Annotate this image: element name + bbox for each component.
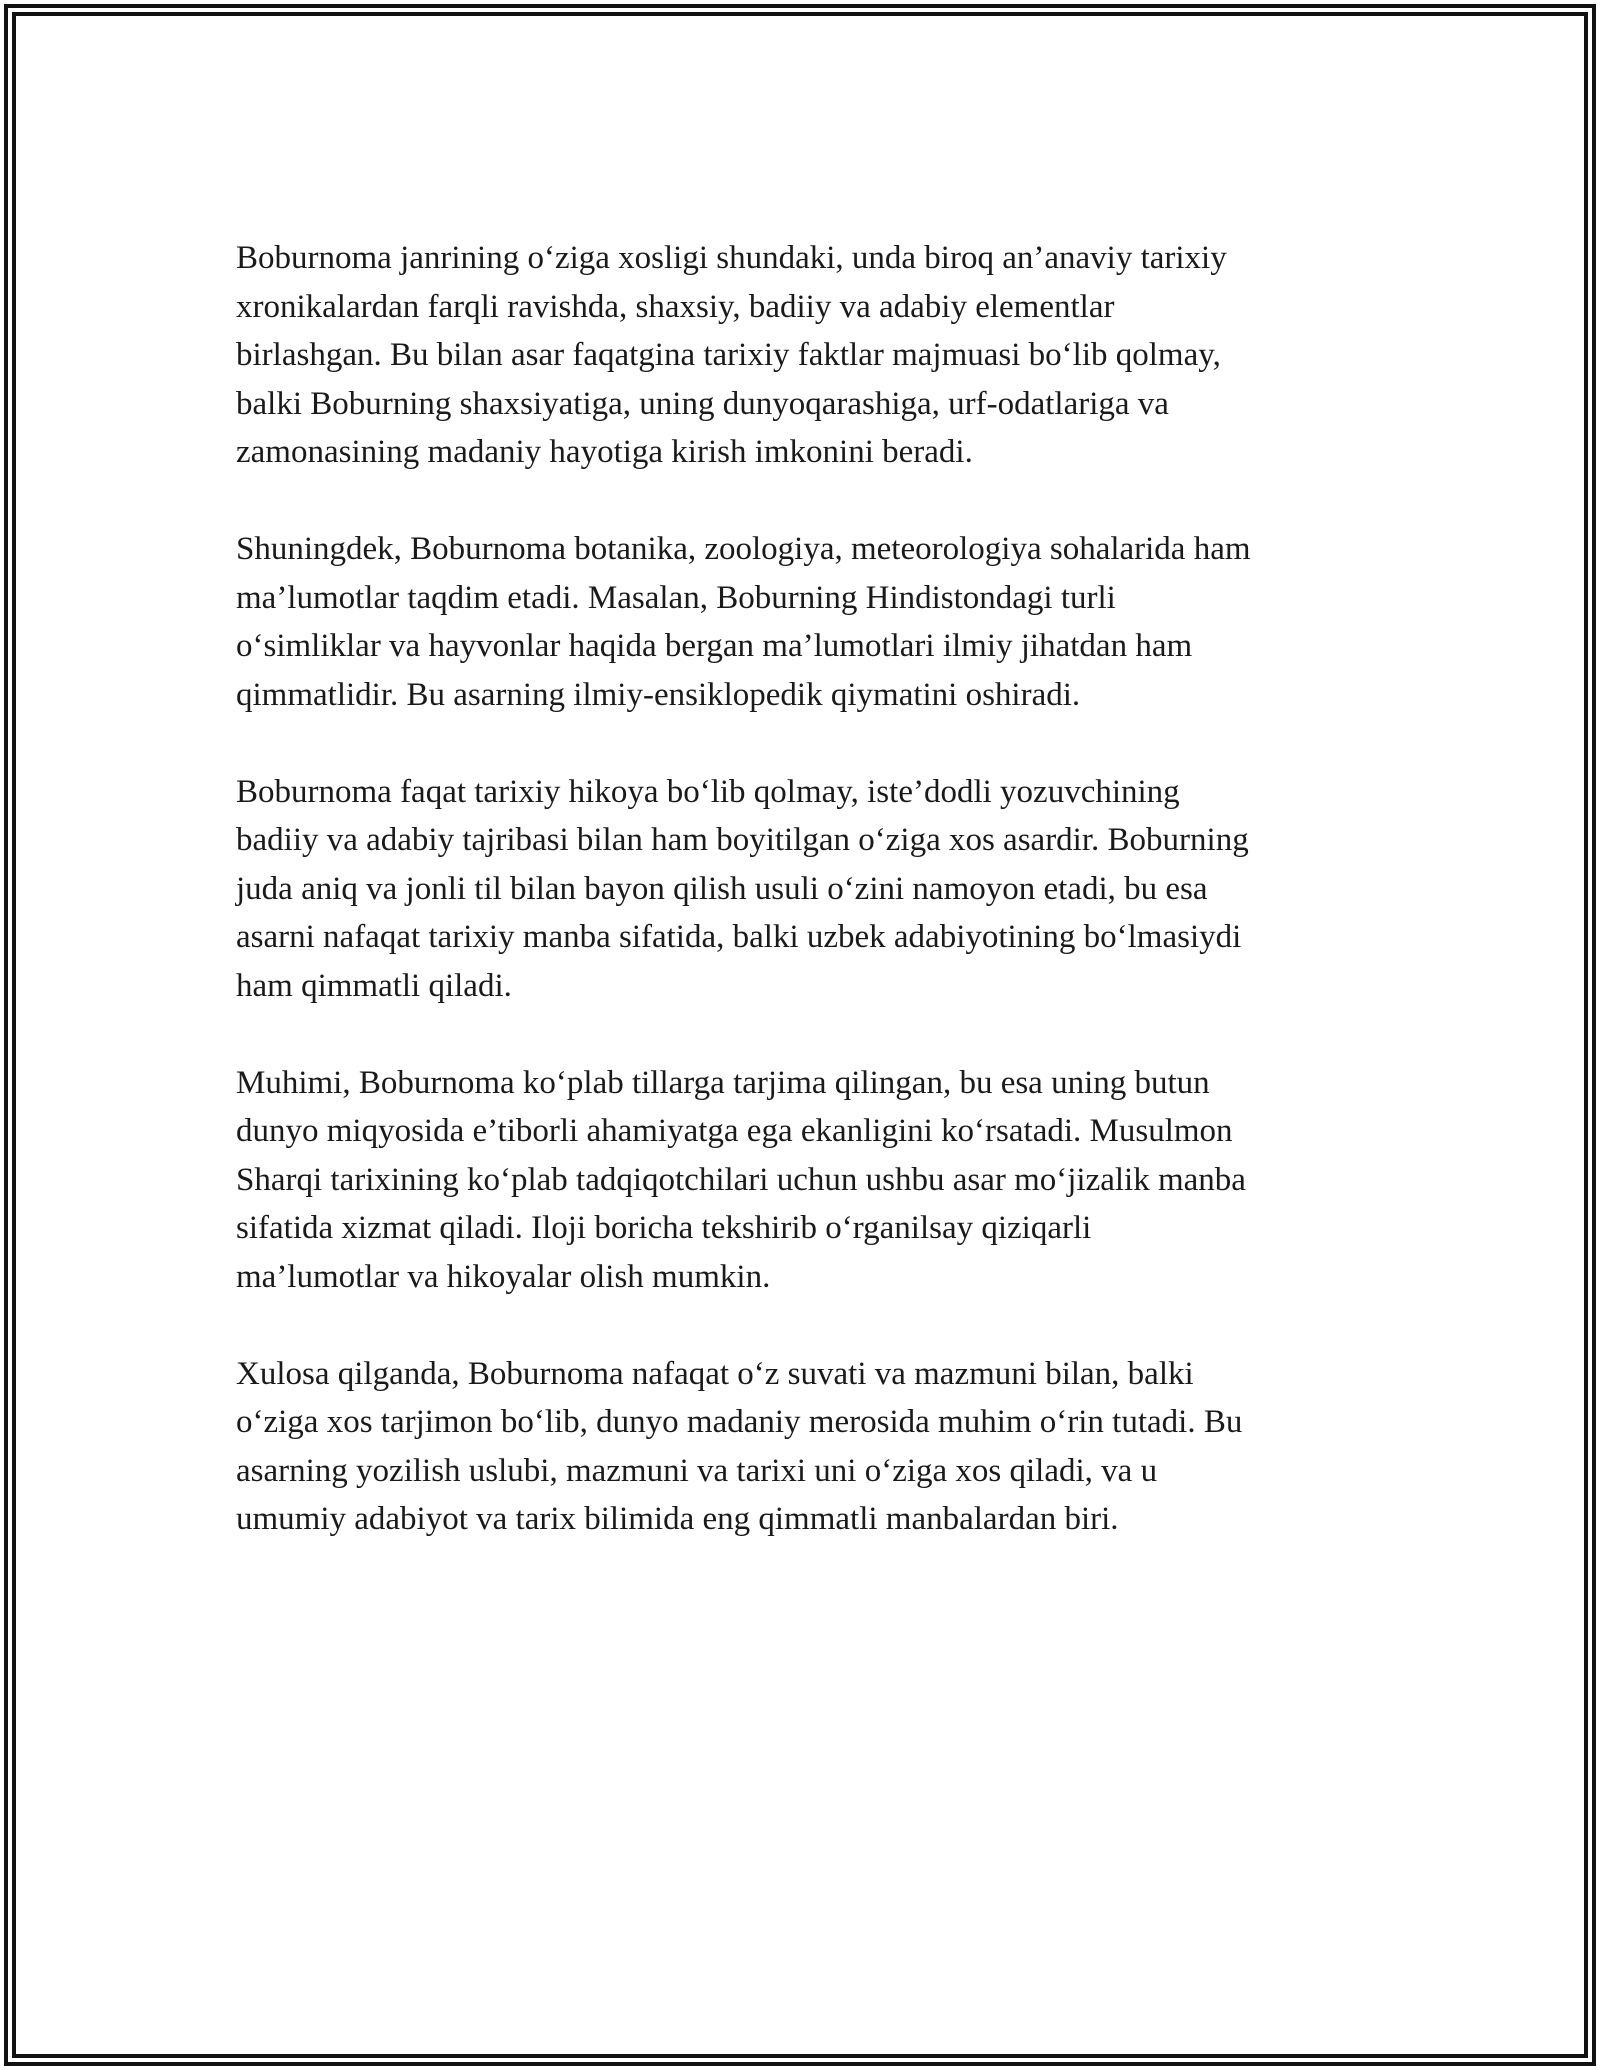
paragraph-line: ma’lumotlar taqdim etadi. Masalan, Boburning Hindistondagi turli (236, 579, 1116, 616)
paragraph-line: badiiy va adabiy tajribasi bilan ham boyitilgan o‘ziga xos asardir. Boburning (236, 822, 1249, 858)
paragraph-2 (236, 525, 1386, 719)
paragraph-line: Muhimi, Boburnoma ko‘plab tillarga tarjima qilingan, bu esa uning butun (236, 1064, 1210, 1101)
paragraph-line: umumiy adabiyot va tarix bilimida eng qimmatli manbalardan biri. (236, 1501, 1119, 1537)
paragraph-line: zamonasining madaniy hayotiga kirish imkonini beradi. (236, 434, 973, 470)
paragraph-line: asarning yozilish uslubi, mazmuni va tarixi uni o‘ziga xos qiladi, va u (236, 1452, 1158, 1489)
paragraph-line: o‘ziga xos tarjimon bo‘lib, dunyo madaniy merosida muhim o‘rin tutadi. Bu (236, 1404, 1243, 1440)
paragraph-line: Boburnoma janrining o‘ziga xosligi shundaki, unda biroq an’anaviy tarixiy (236, 240, 1227, 276)
paragraph-line: birlashgan. Bu bilan asar faqatgina tarixiy faktlar majmuasi bo‘lib qolmay, (236, 337, 1221, 373)
paragraph-line: Sharqi tarixining ko‘plab tadqiqotchilari uchun ushbu asar mo‘jizalik manba (236, 1161, 1246, 1198)
paragraph-line: ma’lumotlar va hikoyalar olish mumkin. (236, 1258, 771, 1295)
paragraph-line: qimmatlidir. Bu asarning ilmiy-ensiklopedik qiymatini oshiradi. (236, 676, 1081, 713)
paragraph-line: balki Boburning shaxsiyatiga, uning dunyoqarashiga, urf-odatlariga va (236, 385, 1169, 422)
paragraph-line: juda aniq va jonli til bilan bayon qilish usuli o‘zini namoyon etadi, bu esa (236, 870, 1208, 907)
paragraph-5 (236, 1350, 1386, 1544)
paragraph-line: xronikalardan farqli ravishda, shaxsiy, badiiy va adabiy elementlar (236, 288, 1115, 325)
paragraph-3 (236, 768, 1386, 1011)
paragraph-4 (236, 1059, 1386, 1302)
paragraph-line: Shuningdek, Boburnoma botanika, zoologiya, meteorologiya sohalarida ham (236, 531, 1251, 567)
paragraph-line: Xulosa qilganda, Boburnoma nafaqat o‘z suvati va mazmuni bilan, balki (236, 1355, 1194, 1392)
paragraph-line: Boburnoma faqat tarixiy hikoya bo‘lib qolmay, iste’dodli yozuvchining (236, 773, 1180, 810)
paragraph-line: sifatida xizmat qiladi. Iloji boricha tekshirib o‘rganilsay qiziqarli (236, 1210, 1092, 1246)
paragraph-line: ham qimmatli qiladi. (236, 967, 512, 1004)
paragraph-1 (236, 234, 1386, 477)
paragraph-line: asarni nafaqat tarixiy manba sifatida, balki uzbek adabiyotining bo‘lmasiydi (236, 919, 1242, 955)
paragraph-line: o‘simliklar va hayvonlar haqida bergan ma’lumotlari ilmiy jihatdan ham (236, 628, 1193, 664)
paragraph-line: dunyo miqyosida e’tiborli ahamiyatga ega ekanligini ko‘rsatadi. Musulmon (236, 1113, 1233, 1149)
document-body (236, 234, 1386, 1592)
